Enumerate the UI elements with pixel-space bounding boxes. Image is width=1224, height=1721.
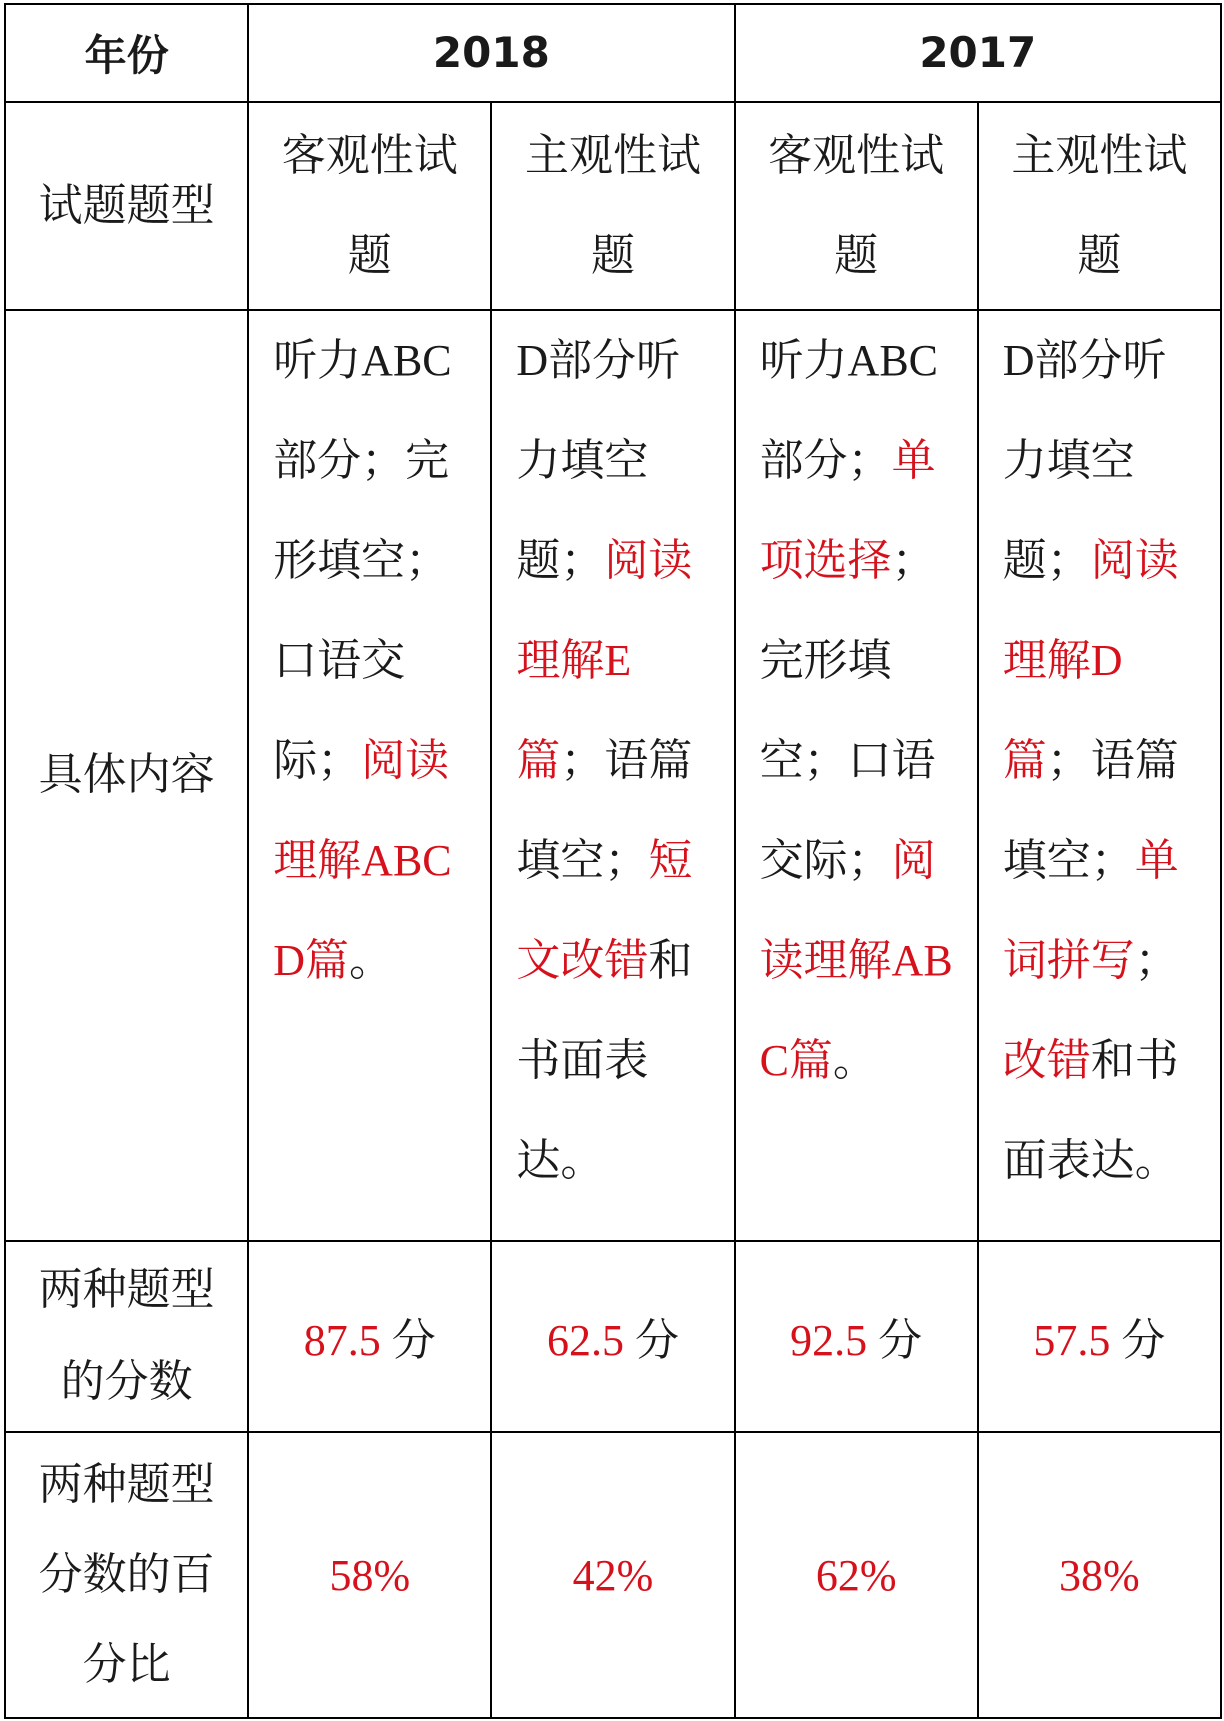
- score-label: 两种题型的分数: [5, 1241, 248, 1433]
- header-row: [5, 4, 1221, 102]
- score-value: 57.5: [1033, 1316, 1111, 1366]
- content-label: 具体内容: [5, 310, 248, 1240]
- type-cell-2018-subjective: [491, 102, 734, 310]
- type-text: 客观性试题: [768, 130, 945, 282]
- highlighted-text: 阅读理解ABCD篇: [273, 736, 452, 986]
- score-cell: [978, 1241, 1221, 1433]
- plain-text: ；语篇填空；: [516, 736, 693, 886]
- type-cell-2018-objective: [248, 102, 491, 310]
- highlighted-text: 阅读理解ABC篇: [759, 836, 953, 1086]
- plain-text: 。: [348, 936, 393, 986]
- content-row: [5, 310, 1221, 1240]
- plain-text: ；完形填空；口语交际；: [759, 536, 936, 886]
- year-label-cell: 年份: [5, 4, 248, 102]
- highlighted-text: 阅读理解E篇: [516, 536, 693, 786]
- type-text: 主观性试题: [524, 130, 701, 282]
- percent-label: 两种题型分数的百分比: [5, 1432, 248, 1718]
- score-unit: 分: [1121, 1316, 1166, 1366]
- content-cell-2017-objective: [735, 310, 978, 1240]
- content-cell-2018-subjective: [491, 310, 734, 1240]
- content-cell-2018-objective: [248, 310, 491, 1240]
- highlighted-text: 阅读理解D篇: [1002, 536, 1179, 786]
- percent-cell: 42%: [491, 1432, 734, 1718]
- score-cell: [248, 1241, 491, 1433]
- highlighted-text: 改错: [1002, 1036, 1091, 1086]
- question-type-row: [5, 102, 1221, 310]
- content-text: [979, 311, 1220, 1211]
- score-value: 87.5: [303, 1316, 381, 1366]
- plain-text: 和书面表达。: [516, 936, 693, 1186]
- content-text: [249, 311, 490, 1011]
- score-unit: 分: [634, 1316, 679, 1366]
- score-cell: [491, 1241, 734, 1433]
- highlighted-text: 单项选择: [759, 436, 936, 586]
- score-unit: 分: [391, 1316, 436, 1366]
- highlighted-text: 单词拼写: [1002, 836, 1179, 986]
- plain-text: D部分听力填空题；: [516, 336, 681, 586]
- content-cell-2017-subjective: [978, 310, 1221, 1240]
- percent-cell: 62%: [735, 1432, 978, 1718]
- score-value: 92.5: [790, 1316, 868, 1366]
- plain-text: 和书面表达。: [1002, 1036, 1179, 1186]
- type-cell-2017-objective: [735, 102, 978, 310]
- type-text: 客观性试题: [281, 130, 458, 282]
- plain-text: D部分听力填空题；: [1002, 336, 1167, 586]
- exam-score-table: [4, 3, 1222, 1719]
- question-type-label: 试题题型: [5, 102, 248, 310]
- plain-text: 听力ABC部分；: [759, 336, 939, 486]
- highlighted-text: 短文改错: [516, 836, 693, 986]
- plain-text: ；语篇填空；: [1002, 736, 1179, 886]
- percent-cell: 58%: [248, 1432, 491, 1718]
- score-value: 62.5: [546, 1316, 624, 1366]
- score-unit: 分: [878, 1316, 923, 1366]
- type-text: 主观性试题: [1011, 130, 1188, 282]
- score-cell: [735, 1241, 978, 1433]
- plain-text: 。: [832, 1036, 877, 1086]
- score-row: [5, 1241, 1221, 1433]
- year-2018-header: 2018: [248, 4, 734, 102]
- percent-row: [5, 1432, 1221, 1718]
- content-text: [736, 311, 977, 1111]
- percent-cell: 38%: [978, 1432, 1221, 1718]
- type-cell-2017-subjective: [978, 102, 1221, 310]
- content-text: [492, 311, 733, 1211]
- plain-text: ；: [1134, 936, 1179, 986]
- plain-text: 听力ABC部分；完形填空；口语交际；: [273, 336, 452, 786]
- year-2017-header: 2017: [735, 4, 1221, 102]
